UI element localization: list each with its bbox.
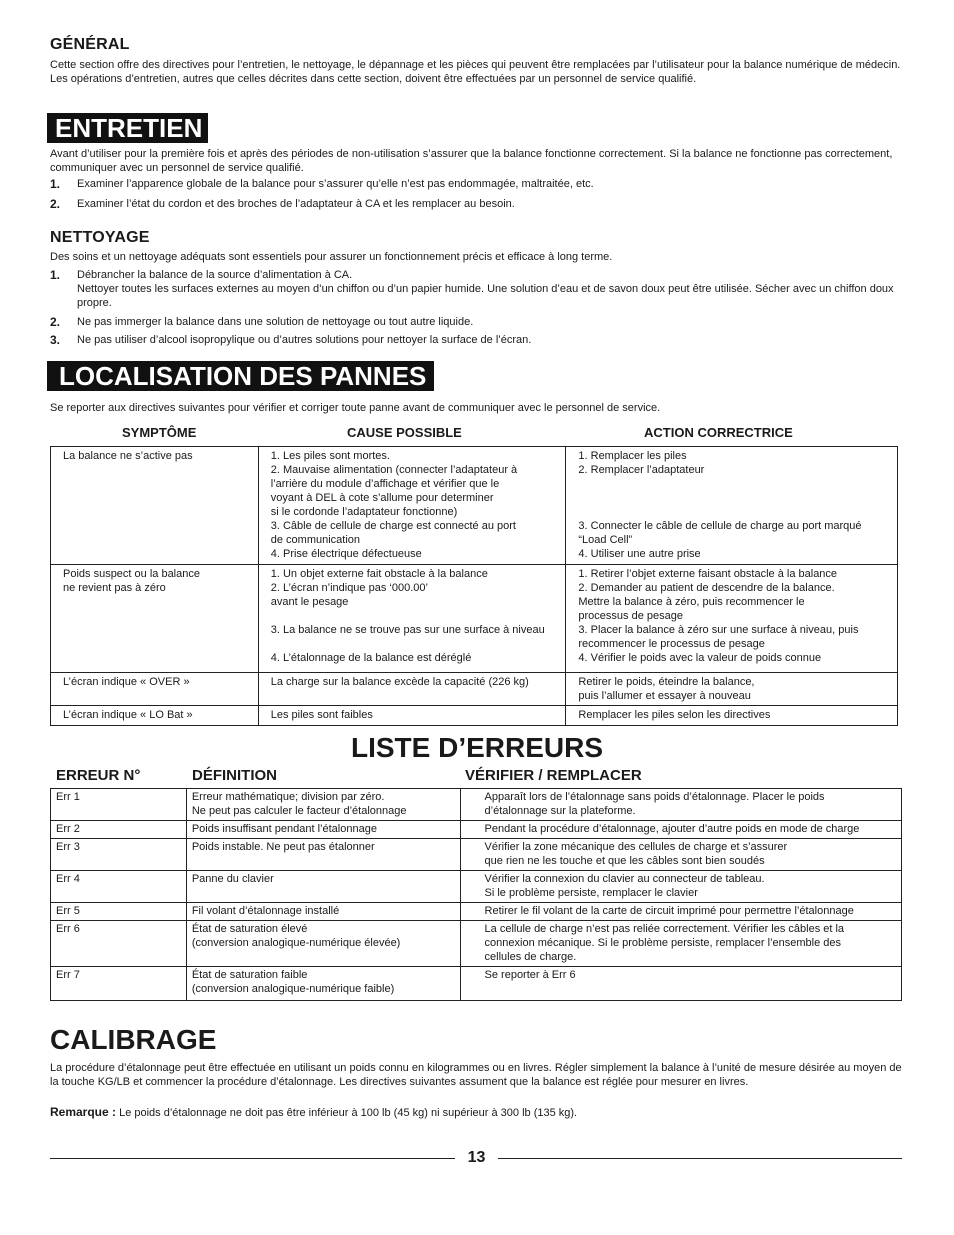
error-action: Se reporter à Err 6 bbox=[484, 969, 576, 981]
nettoyage-item-1 bbox=[50, 268, 900, 312]
error-action: Apparaît lors de l’étalonnage sans poids d’étalonnage. Placer le poids d’étalonnage sur la plateforme. bbox=[484, 791, 825, 817]
error-code: Err 3 bbox=[56, 841, 80, 853]
error-definition: Fil volant d’étalonnage installé bbox=[191, 905, 340, 917]
error-action: Pendant la procédure d’étalonnage, ajouter d’autre poids en mode de charge bbox=[484, 823, 860, 835]
general-heading: GÉNÉRAL bbox=[50, 36, 130, 53]
error-action: Retirer le fil volant de la carte de circuit imprimé pour permettre l’étalonnage bbox=[484, 905, 854, 917]
list-number: 1. bbox=[50, 177, 61, 191]
table-row bbox=[51, 447, 898, 565]
col-header-verify: VÉRIFIER / REMPLACER bbox=[465, 767, 642, 784]
list-text: Examiner l’état du cordon et des broches de l’adaptateur à CA et les remplacer au besoin. bbox=[77, 198, 515, 210]
table-row bbox=[51, 871, 902, 903]
remark-text: Le poids d’étalonnage ne doit pas être inférieur à 100 lb (45 kg) ni supérieur à 300 lb (135 kg). bbox=[116, 1107, 578, 1119]
general-text: Cette section offre des directives pour l’entretien, le nettoyage, le dépannage et les pièces qui peuvent être remplacées par l’utilisateur pour la balance numérique de médecin. Les opérations d’entretien, autres que celles décrites dans cette section, doivent être effectuées par un personnel de service qualifié. bbox=[50, 59, 901, 85]
list-number: 1. bbox=[50, 268, 61, 282]
symptom-cell: L’écran indique « OVER » bbox=[51, 673, 259, 706]
error-definition: Poids instable. Ne peut pas étalonner bbox=[191, 841, 375, 853]
error-code: Err 5 bbox=[56, 905, 80, 917]
table-row bbox=[51, 673, 898, 706]
cause-cell: La charge sur la balance excède la capacité (226 kg) bbox=[258, 673, 566, 706]
col-header-cause: CAUSE POSSIBLE bbox=[347, 425, 462, 440]
table-row bbox=[51, 706, 898, 726]
error-definition: Erreur mathématique; division par zéro. Ne peut pas calculer le facteur d’étalonnage bbox=[191, 791, 407, 817]
table-row bbox=[51, 839, 902, 871]
list-text: Examiner l’apparence globale de la balance pour s’assurer qu’elle n’est pas endommagée, maltraitée, etc. bbox=[77, 178, 594, 190]
col-header-action: ACTION CORRECTRICE bbox=[644, 425, 793, 440]
footer-rule-left bbox=[50, 1158, 455, 1159]
list-number: 2. bbox=[50, 197, 61, 211]
list-text: Ne pas immerger la balance dans une solution de nettoyage ou tout autre liquide. bbox=[77, 316, 474, 328]
troubleshooting-table bbox=[50, 446, 898, 726]
table-row bbox=[51, 967, 902, 1001]
symptom-cell: La balance ne s’active pas bbox=[51, 447, 259, 565]
symptom-cell: Poids suspect ou la balance ne revient pas à zéro bbox=[51, 565, 259, 673]
error-code: Err 7 bbox=[56, 969, 80, 981]
pannes-title: LOCALISATION DES PANNES bbox=[47, 361, 434, 391]
cause-cell: 1. Les piles sont mortes. 2. Mauvaise alimentation (connecter l’adaptateur à l’arrière du module d’affichage et vérifier que le voyant à DEL à cote s’allume pour determiner si le cordonde l’adaptateur fonctionne) 3. Câble de cellule de charge est connecté au port de communication 4. Prise électrique défectueuse bbox=[258, 447, 566, 565]
calibrage-text: La procédure d’étalonnage peut être effectuée en utilisant un poids connu en kilogrammes ou en livres. Régler simplement la balance à l’unité de mesure désirée au moyen de la touche KG/LB et commencer la procédure d’étalonnage. Les directives suivantes assument que la balance est réglée pour mesurer en livres. bbox=[50, 1062, 902, 1088]
action-cell: 1. Remplacer les piles 2. Remplacer l’adaptateur 3. Connecter le câble de cellule de charge au port marqué “Load Cell” 4. Utiliser une autre prise bbox=[566, 447, 898, 565]
error-code: Err 6 bbox=[56, 923, 80, 935]
erreurs-title: LISTE D’ERREURS bbox=[350, 732, 604, 763]
list-number: 3. bbox=[50, 333, 61, 347]
entretien-intro: Avant d’utiliser pour la première fois et après des périodes de non-utilisation s’assurer que la balance fonctionne correctement. Si la balance ne fonctionne pas correctement, communiquer avec un personnel de service qualifié. bbox=[50, 148, 893, 174]
col-header-code: ERREUR N° bbox=[56, 767, 141, 784]
table-row bbox=[51, 565, 898, 673]
error-definition: Panne du clavier bbox=[191, 873, 274, 885]
col-header-symptom: SYMPTÔME bbox=[122, 425, 197, 440]
entretien-title: ENTRETIEN bbox=[47, 113, 208, 143]
table-row bbox=[51, 903, 902, 921]
calibrage-remark bbox=[50, 1105, 910, 1120]
pannes-intro: Se reporter aux directives suivantes pour vérifier et corriger toute panne avant de communiquer avec le personnel de service. bbox=[50, 402, 661, 414]
error-table bbox=[50, 788, 902, 1001]
page-number: 13 bbox=[467, 1149, 486, 1166]
action-cell: 1. Retirer l’objet externe faisant obstacle à la balance 2. Demander au patient de descendre de la balance. Mettre la balance à zéro, puis recommencer le processus de pesage 3. Placer la balance à zéro sur une surface à niveau, puis recommencer le processus de pesage 4. Vérifier le poids avec la valeur de poids connue bbox=[566, 565, 898, 673]
error-definition: Poids insuffisant pendant l’étalonnage bbox=[191, 823, 377, 835]
list-text: Débrancher la balance de la source d’alimentation à CA. Nettoyer toutes les surfaces externes au moyen d’un chiffon ou d’un papier humide. Une solution d’eau et de savon doux peut être utilisée. Sécher avec un chiffon doux propre. bbox=[77, 269, 894, 309]
symptom-cell: L’écran indique « LO Bat » bbox=[51, 706, 259, 726]
error-action: Vérifier la connexion du clavier au connecteur de tableau. Si le problème persiste, remplacer le clavier bbox=[484, 873, 765, 899]
table-row bbox=[51, 921, 902, 967]
cause-cell: Les piles sont faibles bbox=[258, 706, 566, 726]
table-row bbox=[51, 789, 902, 821]
error-action: Vérifier la zone mécanique des cellules de charge et s’assurer que rien ne les touche et que les câbles sont bien soudés bbox=[484, 841, 788, 867]
calibrage-title: CALIBRAGE bbox=[50, 1024, 217, 1055]
list-text: Ne pas utiliser d’alcool isopropylique ou d’autres solutions pour nettoyer la surface de l’écran. bbox=[77, 334, 532, 346]
error-code: Err 1 bbox=[56, 791, 80, 803]
list-number: 2. bbox=[50, 315, 61, 329]
col-header-definition: DÉFINITION bbox=[192, 767, 277, 784]
error-action: La cellule de charge n’est pas reliée correctement. Vérifier les câbles et la connexion mécanique. Si le problème persiste, remplacer l’ensemble des cellules de charge. bbox=[484, 923, 845, 963]
action-cell: Remplacer les piles selon les directives bbox=[566, 706, 898, 726]
error-code: Err 2 bbox=[56, 823, 80, 835]
error-definition: État de saturation élevé (conversion analogique-numérique élevée) bbox=[191, 923, 401, 949]
error-definition: État de saturation faible (conversion analogique-numérique faible) bbox=[191, 969, 395, 995]
cause-cell: 1. Un objet externe fait obstacle à la balance 2. L’écran n’indique pas ‘000.00’ avant le pesage 3. La balance ne se trouve pas sur une surface à niveau 4. L’étalonnage de la balance est déréglé bbox=[258, 565, 566, 673]
error-code: Err 4 bbox=[56, 873, 80, 885]
footer-rule-right bbox=[498, 1158, 902, 1159]
nettoyage-heading: NETTOYAGE bbox=[50, 229, 150, 246]
action-cell: Retirer le poids, éteindre la balance, puis l’allumer et essayer à nouveau bbox=[566, 673, 898, 706]
nettoyage-intro: Des soins et un nettoyage adéquats sont essentiels pour assurer un fonctionnement précis et efficace à long terme. bbox=[50, 251, 613, 263]
table-row bbox=[51, 821, 902, 839]
remark-label: Remarque : bbox=[50, 1105, 117, 1119]
